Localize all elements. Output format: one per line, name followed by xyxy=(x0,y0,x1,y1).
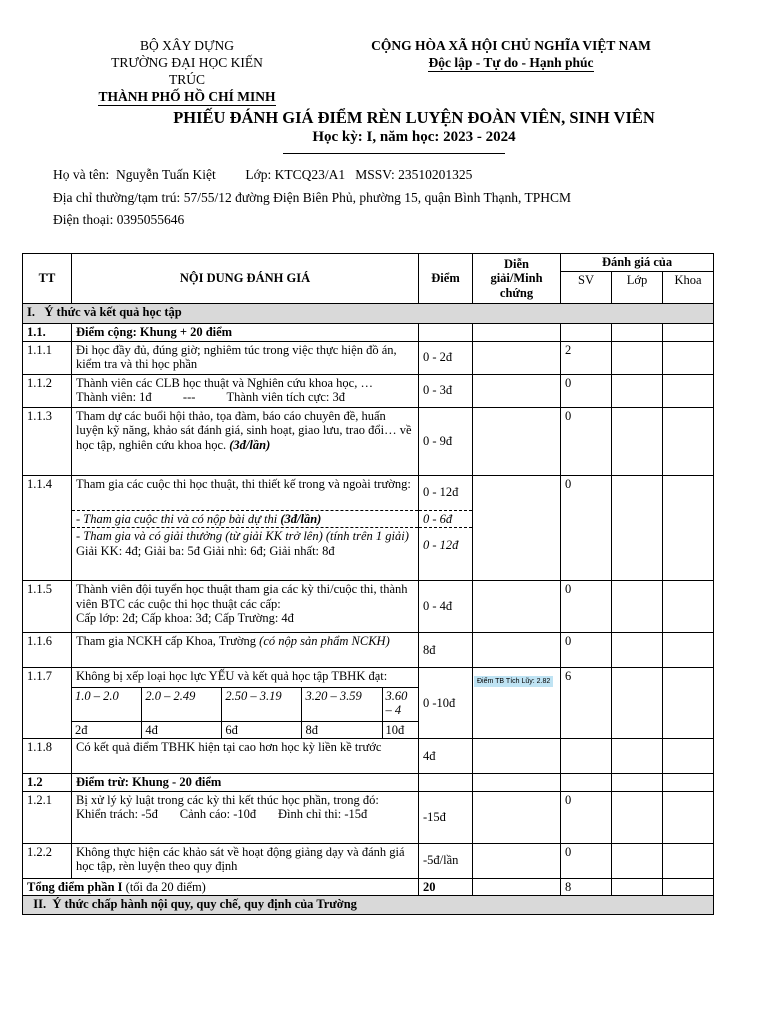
row-evidence xyxy=(473,668,561,739)
address-label: Địa chỉ thường/tạm trú: xyxy=(53,190,181,205)
row-content: Thành viên các CLB học thuật và Nghiên cứu khoa học, … Thành viên: 1đ --- Thành viên tích cực: 3đ xyxy=(72,374,419,407)
row-points: 8đ xyxy=(419,633,473,668)
table-row: 1.1.7 Không bị xếp loại học lực YẾU và kết quả học tập TBHK đạt: 1.0 – 2.0 2.0 – 2.49 2.50 – 3.19 3.20 – 3.59 3.60 – 4 2đ 4đ 6đ 8đ 10đ 0 -10đ Điểm TB Tích Lũy: 2.82 6 xyxy=(23,668,714,739)
table-row: 1.2.1 Bị xử lý kỷ luật trong các kỳ thi kết thúc học phần, trong đó: Khiển trách: -5đ Cảnh cáo: -10đ Đình chỉ thi: -15đ -15đ 0 xyxy=(23,791,714,843)
subsection-title: Điểm cộng: Khung + 20 điểm xyxy=(72,324,419,342)
col-header-eval: Đánh giá của xyxy=(561,254,714,272)
ministry-name: BỘ XÂY DỰNG xyxy=(140,38,234,53)
table-row: 1.2.2 Không thực hiện các khảo sát về hoạt động giảng dạy và đánh giá học tập, rèn luyện theo quy định -5đ/lần 0 xyxy=(23,843,714,878)
row-content: Tham dự các buổi hội thảo, tọa đàm, báo cáo chuyên đề, huấn luyện kỹ năng, khảo sát đánh giá, sinh hoạt, giao lưu, trao đổi… về học tập, nghiên cứu khoa học. (3đ/lần) xyxy=(72,407,419,475)
subsection-tt: 1.1. xyxy=(23,324,72,342)
row-content: Không bị xếp loại học lực YẾU và kết quả học tập TBHK đạt: 1.0 – 2.0 2.0 – 2.49 2.50 – 3.19 3.20 – 3.59 3.60 – 4 2đ 4đ 6đ 8đ 10đ xyxy=(72,668,419,739)
institution-header xyxy=(92,37,282,106)
section-row xyxy=(23,896,714,915)
republic-name: CỘNG HÒA XÃ HỘI CHỦ NGHĨA VIỆT NAM xyxy=(371,38,651,53)
row-points: 0 - 9đ xyxy=(419,407,473,475)
row-subpoints: 0 - 12đ xyxy=(419,528,473,581)
row-sv-score xyxy=(561,739,612,774)
student-name: Nguyễn Tuấn Kiệt xyxy=(116,167,216,182)
gpa-points-row: 2đ 4đ 6đ 8đ 10đ xyxy=(72,721,418,738)
title-underline xyxy=(283,153,505,154)
row-sv-score: 0 xyxy=(561,633,612,668)
row-sv-score: 0 xyxy=(561,374,612,407)
row-subcontent: - Tham gia cuộc thi và có nộp bài dự thi (3đ/lần) xyxy=(72,510,419,528)
student-info-line3 xyxy=(53,212,184,228)
name-label: Họ và tên: xyxy=(53,167,110,182)
total-points: 20 xyxy=(419,878,473,896)
table-row: 1.1.5 Thành viên đội tuyển học thuật tham gia các kỳ thi/cuộc thi, thành viên BTC các cuộc thi học thuật các cấp: Cấp lớp: 2đ; Cấp khoa: 3đ; Cấp Trường: 4đ 0 - 4đ 0 xyxy=(23,581,714,633)
col-header-points: Điểm xyxy=(419,254,473,304)
row-sv-score: 0 xyxy=(561,407,612,475)
row-subpoints: 0 - 6đ xyxy=(419,510,473,528)
section-1-title: I. Ý thức và kết quả học tập xyxy=(23,304,714,324)
row-points: -5đ/lần xyxy=(419,843,473,878)
row-sv-score: 0 xyxy=(561,581,612,633)
row-sv-score: 0 xyxy=(561,843,612,878)
form-title: PHIẾU ĐÁNH GIÁ ĐIỂM RÈN LUYỆN ĐOÀN VIÊN, SINH VIÊN xyxy=(173,108,655,127)
student-id: 23510201325 xyxy=(398,167,473,182)
subsection-title: Điểm trừ: Khung - 20 điểm xyxy=(72,774,419,792)
student-address: 57/55/12 đường Điện Biên Phủ, phường 15, quận Bình Thạnh, TPHCM xyxy=(183,190,571,205)
col-header-content: NỘI DUNG ĐÁNH GIÁ xyxy=(72,254,419,304)
evaluation-table xyxy=(22,253,714,915)
id-label: MSSV: xyxy=(355,167,395,182)
table-header-row xyxy=(23,254,714,272)
table-row: 1.1.6 Tham gia NCKH cấp Khoa, Trường (có nộp sản phẩm NCKH) 8đ 0 xyxy=(23,633,714,668)
row-content: Tham gia các cuộc thi học thuật, thi thiết kế trong và ngoài trường: xyxy=(72,475,419,510)
row-content: Có kết quả điểm TBHK hiện tại cao hơn học kỳ liền kề trước xyxy=(72,739,419,774)
row-subcontent: - Tham gia và có giải thưởng (từ giải KK trở lên) (tính trên 1 giải) Giải KK: 4đ; Giải ba: 5đ Giải nhì: 6đ; Giải nhất: 8đ xyxy=(72,528,419,581)
subsection-tt: 1.2 xyxy=(23,774,72,792)
student-phone: 0395055646 xyxy=(116,212,185,227)
term-title: Học kỳ: I, năm học: 2023 - 2024 xyxy=(312,129,516,145)
row-content: Không thực hiện các khảo sát về hoạt động giảng dạy và đánh giá học tập, rèn luyện theo quy định xyxy=(72,843,419,878)
col-header-lop: Lớp xyxy=(612,272,663,304)
city-name: THÀNH PHỐ HỒ CHÍ MINH xyxy=(98,89,276,104)
section-row xyxy=(23,304,714,324)
row-content: Đi học đầy đủ, đúng giờ; nghiêm túc trong việc thực hiện đồ án, kiểm tra và thi học phần xyxy=(72,341,419,374)
row-points: 0 - 2đ xyxy=(419,341,473,374)
row-sv-score: 0 xyxy=(561,791,612,843)
table-row: 1.1.3 Tham dự các buổi hội thảo, tọa đàm, báo cáo chuyên đề, huấn luyện kỹ năng, khảo sát đánh giá, sinh hoạt, giao lưu, trao đổi… về học tập, nghiên cứu khoa học. (3đ/lần) 0 - 9đ 0 xyxy=(23,407,714,475)
gpa-range-row: 1.0 – 2.0 2.0 – 2.49 2.50 – 3.19 3.20 – 3.59 3.60 – 4 xyxy=(72,687,418,721)
total-sv-score: 8 xyxy=(561,878,612,896)
section-2-title: II. Ý thức chấp hành nội quy, quy chế, quy định của Trường xyxy=(23,896,714,915)
row-points: 0 - 3đ xyxy=(419,374,473,407)
subsection-row xyxy=(23,774,714,792)
row-sv-score: 2 xyxy=(561,341,612,374)
gpa-note: Điểm TB Tích Lũy: 2.82 xyxy=(474,676,553,687)
row-content: Bị xử lý kỷ luật trong các kỳ thi kết thúc học phần, trong đó: Khiển trách: -5đ Cảnh cáo: -10đ Đình chỉ thi: -15đ xyxy=(72,791,419,843)
row-points: 0 - 12đ xyxy=(419,475,473,510)
row-points: 0 - 4đ xyxy=(419,581,473,633)
student-class: KTCQ23/A1 xyxy=(274,167,346,182)
col-header-evidence: Diễn giải/Minh chứng xyxy=(473,254,561,304)
total-row xyxy=(23,878,714,896)
table-row: 1.1.2 Thành viên các CLB học thuật và Nghiên cứu khoa học, … Thành viên: 1đ --- Thành viên tích cực: 3đ 0 - 3đ 0 xyxy=(23,374,714,407)
student-info-line1 xyxy=(53,167,472,183)
col-header-sv: SV xyxy=(561,272,612,304)
table-row: 1.1.4 Tham gia các cuộc thi học thuật, thi thiết kế trong và ngoài trường: 0 - 12đ 0 xyxy=(23,475,714,510)
row-sv-score: 0 xyxy=(561,475,612,581)
national-motto: Độc lập - Tự do - Hạnh phúc xyxy=(428,55,594,70)
total-label: Tổng điểm phần I (tối đa 20 điểm) xyxy=(23,878,419,896)
phone-label: Điện thoại: xyxy=(53,212,114,227)
gpa-range-table xyxy=(72,687,418,739)
row-points: 4đ xyxy=(419,739,473,774)
row-points: 0 -10đ xyxy=(419,668,473,739)
row-content: Thành viên đội tuyển học thuật tham gia các kỳ thi/cuộc thi, thành viên BTC các cuộc thi học thuật các cấp: Cấp lớp: 2đ; Cấp khoa: 3đ; Cấp Trường: 4đ xyxy=(72,581,419,633)
table-row: 1.1.1 Đi học đầy đủ, đúng giờ; nghiêm túc trong việc thực hiện đồ án, kiểm tra và thi học phần 0 - 2đ 2 xyxy=(23,341,714,374)
student-info-line2 xyxy=(53,190,571,206)
university-name: TRƯỜNG ĐẠI HỌC KIẾN TRÚC xyxy=(111,55,263,87)
subsection-row xyxy=(23,324,714,342)
republic-header xyxy=(338,37,684,72)
col-header-tt: TT xyxy=(23,254,72,304)
row-content: Tham gia NCKH cấp Khoa, Trường (có nộp sản phẩm NCKH) xyxy=(72,633,419,668)
class-label: Lớp: xyxy=(245,167,272,182)
row-points: -15đ xyxy=(419,791,473,843)
row-sv-score: 6 xyxy=(561,668,612,739)
col-header-khoa: Khoa xyxy=(663,272,714,304)
table-row: 1.1.8 Có kết quả điểm TBHK hiện tại cao hơn học kỳ liền kề trước 4đ xyxy=(23,739,714,774)
